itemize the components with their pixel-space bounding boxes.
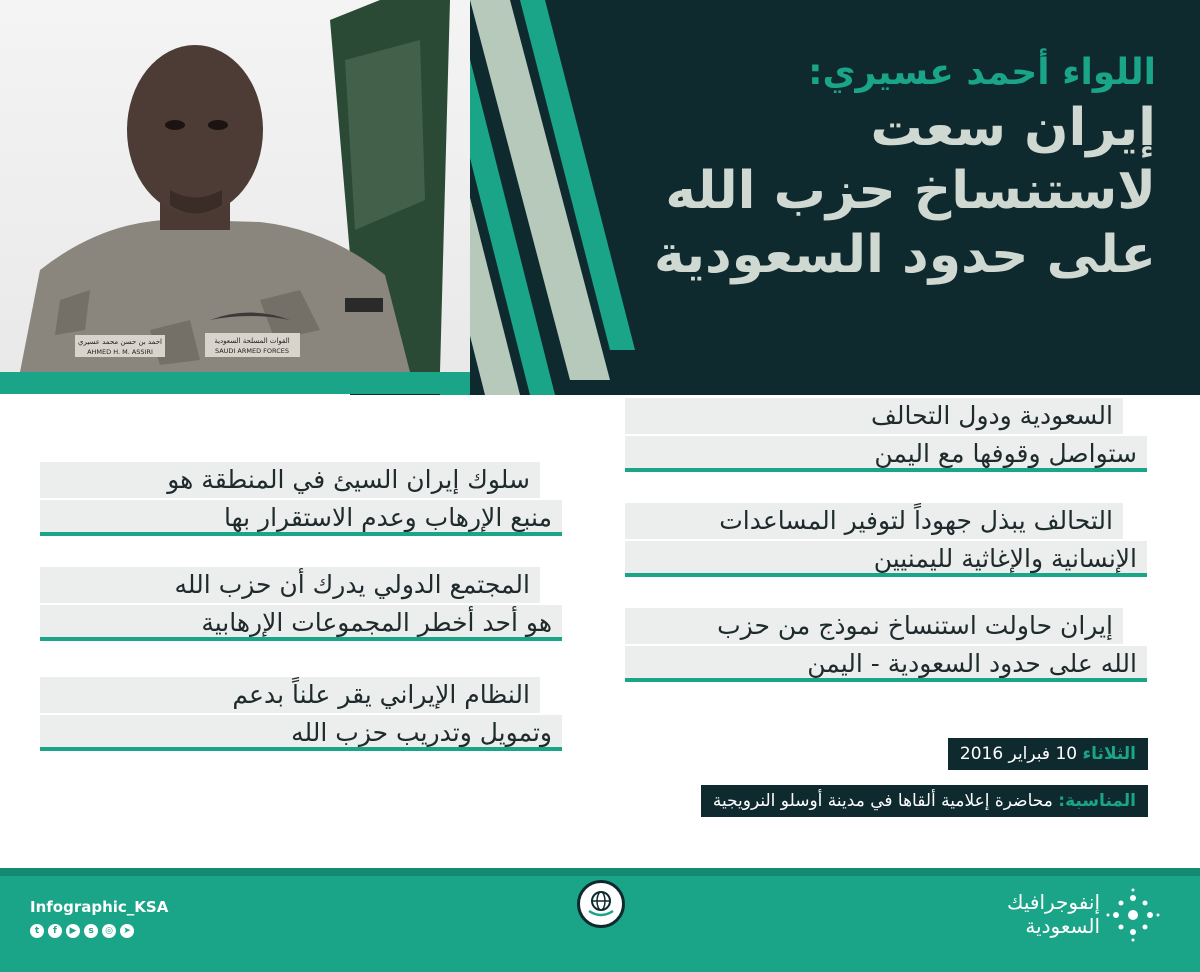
right-card-3-line-2: الله على حدود السعودية - اليمن [625, 646, 1147, 682]
head [127, 45, 263, 215]
twitter-icon[interactable]: t [30, 924, 44, 938]
snapchat-icon[interactable]: s [84, 924, 98, 938]
right-card-1-line-2: ستواصل وقوفها مع اليمن [625, 436, 1147, 472]
right-card-2-line-1: التحالف يبذل جهوداً لتوفير المساعدات [625, 503, 1123, 539]
left-card-2-line-2: هو أحد أخطر المجموعات الإرهابية [40, 605, 562, 641]
globe-hand-icon [577, 880, 625, 928]
social-icons [30, 924, 134, 938]
portrait-illustration [0, 0, 470, 372]
headline-line-2: لاستنساخ حزب الله [665, 161, 1156, 222]
left-card-3-line-1: النظام الإيراني يقر علناً بدعم [40, 677, 540, 713]
facebook-icon[interactable]: f [48, 924, 62, 938]
portrait-bottom-bar [0, 372, 470, 394]
occasion-text: محاضرة إعلامية ألقاها في مدينة أوسلو النرويجية [712, 791, 1053, 811]
headline [536, 50, 1156, 287]
telegram-icon[interactable]: ➤ [120, 924, 134, 938]
footer-strip [0, 868, 1200, 876]
youtube-icon[interactable]: ▶ [66, 924, 80, 938]
left-card-2-line-1: المجتمع الدولي يدرك أن حزب الله [40, 567, 540, 603]
right-card-1-line-1: السعودية ودول التحالف [625, 398, 1123, 434]
headline-line-3: على حدود السعودية [653, 224, 1156, 285]
date-tag [948, 738, 1148, 770]
left-card-1-line-1: سلوك إيران السيئ في المنطقة هو [40, 462, 540, 498]
brand-line-2: السعودية [1025, 914, 1100, 938]
brand-line-1: إنفوجرافيك [1007, 890, 1100, 914]
date-value: 10 فبراير 2016 [959, 744, 1078, 764]
left-card-1-line-2: منبع الإرهاب وعدم الاستقرار بها [40, 500, 562, 536]
date-day: الثلاثاء [1082, 744, 1136, 764]
occasion-label: المناسبة: [1058, 791, 1136, 811]
occasion-tag [701, 785, 1148, 817]
brand-logo-icon [1106, 888, 1160, 942]
headline-subtitle: اللواء أحمد عسيري: [808, 52, 1156, 93]
brand-name [1007, 890, 1100, 938]
instagram-icon[interactable]: ◎ [102, 924, 116, 938]
name-tag-en: AHMED H. M. ASSIRI [87, 348, 153, 356]
name-tag-ar: احمد بن حسن محمد عسيري [78, 338, 162, 346]
right-card-2-line-2: الإنسانية والإغاثية لليمنيين [625, 541, 1147, 577]
general-portrait [0, 0, 470, 372]
headline-line-1: إيران سعت [870, 97, 1156, 158]
unit-tag-en: SAUDI ARMED FORCES [214, 347, 290, 355]
left-card-3-line-2: وتمويل وتدريب حزب الله [40, 715, 562, 751]
right-card-3-line-1: إيران حاولت استنساخ نموذج من حزب [625, 608, 1123, 644]
twitter-handle[interactable]: Infographic_KSA [30, 898, 169, 916]
unit-tag-ar: القوات المسلحة السعودية [214, 337, 290, 345]
